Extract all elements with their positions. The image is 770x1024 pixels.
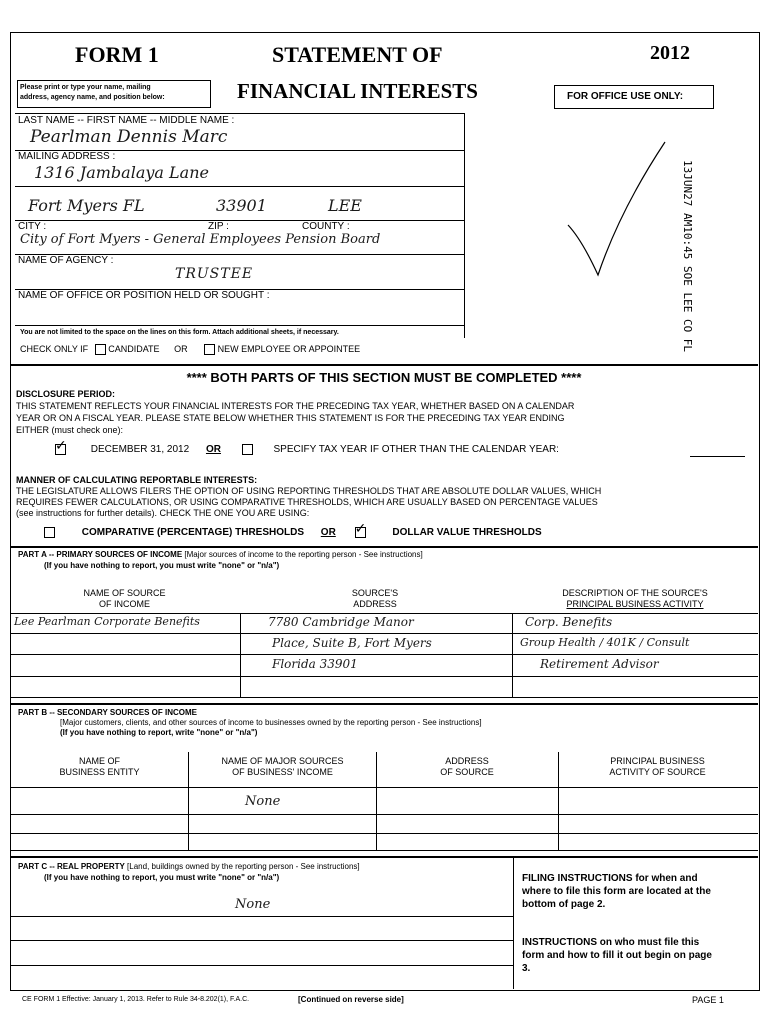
- part-b-col3-line1: ADDRESS: [445, 756, 489, 766]
- manner-text2: REQUIRES FEWER CALCULATIONS, OR USING COMPARATIVE THRESHOLDS, WHICH ARE USUALLY BASED ON PERCENTAGE VALUES: [16, 497, 598, 507]
- disclosure-text1: THIS STATEMENT REFLECTS YOUR FINANCIAL INTERESTS FOR THE PRECEDING TAX YEAR, WHETHER BASED ON A CALENDAR: [16, 401, 575, 411]
- part-b-col-divider-1: [188, 752, 189, 850]
- part-a-row2-activity[interactable]: Retirement Advisor: [540, 657, 659, 671]
- part-b-col1-header: [12, 756, 187, 778]
- year: 2012: [650, 42, 690, 64]
- office-value[interactable]: TRUSTEE: [175, 266, 254, 282]
- disclosure-heading: DISCLOSURE PERIOD:: [16, 389, 116, 399]
- candidate-label: CANDIDATE: [108, 344, 160, 354]
- dollar-checkbox[interactable]: [355, 527, 366, 538]
- footer-continued: [Continued on reverse side]: [298, 995, 404, 1004]
- part-b-col-divider-3: [558, 752, 559, 850]
- section-divider-4: [10, 856, 758, 858]
- dec31-checkbox[interactable]: [55, 444, 66, 455]
- section-divider-3: [10, 703, 758, 705]
- print-note-line2: address, agency name, and position below:: [20, 94, 165, 101]
- or-label: OR: [174, 344, 188, 354]
- name-value[interactable]: Pearlman Dennis Marc: [30, 127, 228, 147]
- part-a-col2-line2: ADDRESS: [353, 599, 397, 609]
- part-a-row-line-0: [10, 613, 758, 614]
- part-a-row0-activity[interactable]: Corp. Benefits: [525, 615, 613, 629]
- county-label: COUNTY :: [302, 221, 350, 232]
- specify-checkbox[interactable]: [242, 444, 253, 455]
- part-b-row-line-3: [10, 850, 758, 851]
- candidate-checkbox[interactable]: [95, 344, 106, 355]
- section-divider-1: [10, 364, 758, 366]
- part-b-col4-header: [560, 756, 755, 778]
- office-label: NAME OF OFFICE OR POSITION HELD OR SOUGHT :: [18, 290, 270, 301]
- part-a-row-line-3: [10, 676, 758, 677]
- manner-text3: (see instructions for further details). CHECK THE ONE YOU ARE USING:: [16, 508, 310, 518]
- part-a-row1-activity[interactable]: Group Health / 401K / Consult: [520, 636, 690, 649]
- city-label: CITY :: [18, 221, 47, 232]
- part-a-col2-header: [240, 588, 510, 610]
- part-c-note: [Land, buildings owned by the reporting person - See instructions]: [124, 862, 360, 871]
- space-note: You are not limited to the space on the lines on this form. Attach additional sheets, if necessary.: [20, 329, 339, 336]
- part-c-row-line-0: [10, 916, 513, 917]
- mailing-label: MAILING ADDRESS :: [18, 151, 116, 162]
- part-b-col4-line1: PRINCIPAL BUSINESS: [610, 756, 705, 766]
- part-c-sub: (If you have nothing to report, you must write "none" or "n/a"): [44, 873, 280, 882]
- disclosure-text2: YEAR OR ON A FISCAL YEAR. PLEASE STATE BELOW WHETHER THIS STATEMENT IS FOR THE PRECEDING TAX YEAR ENDING: [16, 413, 565, 423]
- period-row: [55, 444, 559, 455]
- part-b-col2-header: [190, 756, 375, 778]
- part-c-heading-row: [18, 862, 360, 871]
- form-label: FORM 1: [75, 42, 159, 67]
- agency-value[interactable]: City of Fort Myers - General Employees Pension Board: [20, 232, 381, 247]
- manner-text1: THE LEGISLATURE ALLOWS FILERS THE OPTION OF USING REPORTING THRESHOLDS THAT ARE ABSOLUTE DOLLAR VALUES, WHICH: [16, 486, 602, 496]
- part-b-col1-line1: NAME OF: [78, 756, 120, 766]
- county-value[interactable]: LEE: [328, 196, 362, 215]
- section-divider-2: [10, 546, 758, 548]
- part-a-row1-address[interactable]: Place, Suite B, Fort Myers: [272, 636, 432, 650]
- zip-label: ZIP :: [208, 221, 229, 232]
- part-a-row2-address[interactable]: Florida 33901: [272, 657, 358, 671]
- filer-right-line: [464, 113, 465, 338]
- part-a-col-divider-1: [240, 613, 241, 697]
- part-a-row-line-4: [10, 697, 758, 698]
- part-a-col3-line1: DESCRIPTION OF THE SOURCE'S: [562, 588, 708, 598]
- part-a-row-line-2: [10, 654, 758, 655]
- print-note-line1: Please print or type your name, mailing: [20, 84, 151, 91]
- mailing-value[interactable]: 1316 Jambalaya Lane: [34, 163, 209, 182]
- disclosure-text3: EITHER (must check one):: [16, 425, 124, 435]
- part-a-sub: (If you have nothing to report, you must write "none" or "n/a"): [44, 561, 280, 570]
- part-a-col3-header: [515, 588, 755, 610]
- filer-top-line: [15, 113, 465, 114]
- part-c-none[interactable]: None: [235, 897, 271, 912]
- who-must-file-instructions: INSTRUCTIONS on who must file this form and how to fill it out begin on page 3.: [522, 937, 712, 974]
- space-line: [15, 325, 465, 326]
- part-a-col1-header: [12, 588, 237, 610]
- new-employee-checkbox[interactable]: [204, 344, 215, 355]
- title-line1: STATEMENT OF: [272, 42, 443, 67]
- part-a-note: [Major sources of income to the reporting person - See instructions]: [182, 550, 423, 559]
- part-a-col-divider-2: [512, 613, 513, 697]
- part-a-row0-name[interactable]: Lee Pearlman Corporate Benefits: [14, 615, 200, 628]
- city-line: [15, 220, 465, 221]
- part-b-note1: [Major customers, clients, and other sources of income to businesses owned by the reporting person - See instructions]: [60, 718, 482, 727]
- comparative-checkbox[interactable]: [44, 527, 55, 538]
- dec31-label: DECEMBER 31, 2012: [90, 444, 190, 456]
- part-c-heading: PART C -- REAL PROPERTY: [18, 862, 125, 871]
- part-b-col3-header: [378, 756, 556, 778]
- part-b-col4-line2: ACTIVITY OF SOURCE: [609, 767, 706, 777]
- part-b-col3-line2: OF SOURCE: [440, 767, 494, 777]
- part-a-row0-address[interactable]: 7780 Cambridge Manor: [268, 615, 414, 629]
- part-a-row-line-1: [10, 633, 758, 634]
- office-use-label: FOR OFFICE USE ONLY:: [567, 91, 684, 102]
- part-b-row-line-2: [10, 833, 758, 834]
- or-underlined: OR: [205, 444, 221, 456]
- specify-label: SPECIFY TAX YEAR IF OTHER THAN THE CALENDAR YEAR:: [273, 444, 559, 456]
- part-b-col2-line2: OF BUSINESS' INCOME: [232, 767, 333, 777]
- title-line2: FINANCIAL INTERESTS: [237, 79, 478, 103]
- mailing-line: [15, 186, 465, 187]
- check-only-row: [20, 344, 360, 355]
- part-b-col-divider-2: [376, 752, 377, 850]
- new-employee-label: NEW EMPLOYEE OR APPOINTEE: [217, 344, 361, 354]
- or-underlined-2: OR: [320, 527, 336, 539]
- part-b-note2: (If you have nothing to report, write "none" or "n/a"): [60, 728, 258, 737]
- zip-value[interactable]: 33901: [216, 196, 267, 215]
- part-b-row-line-0: [10, 787, 758, 788]
- stamp-text: 13JUN27 AM10:45 SOE LEE CO FL: [681, 160, 694, 353]
- both-parts-banner: **** BOTH PARTS OF THIS SECTION MUST BE COMPLETED ****: [186, 370, 582, 385]
- name-label: LAST NAME -- FIRST NAME -- MIDDLE NAME :: [18, 115, 235, 126]
- part-a-col1-line2: OF INCOME: [99, 599, 150, 609]
- part-b-col2-line1: NAME OF MAJOR SOURCES: [221, 756, 344, 766]
- part-a-col2-line1: SOURCE'S: [351, 588, 399, 598]
- threshold-row: [44, 527, 542, 538]
- check-only-label: CHECK ONLY IF: [20, 344, 89, 354]
- comparative-label: COMPARATIVE (PERCENTAGE) THRESHOLDS: [81, 527, 305, 539]
- part-b-none[interactable]: None: [245, 794, 281, 809]
- part-a-col1-line1: NAME OF SOURCE: [83, 588, 166, 598]
- manner-heading: MANNER OF CALCULATING REPORTABLE INTERESTS:: [16, 475, 258, 485]
- city-value[interactable]: Fort Myers FL: [28, 196, 145, 215]
- part-a-heading-row: [18, 550, 423, 559]
- part-b-row-line-1: [10, 814, 758, 815]
- part-c-row-line-2: [10, 965, 513, 966]
- agency-label: NAME OF AGENCY :: [18, 255, 114, 266]
- specify-blank: [690, 456, 745, 457]
- footer-left: CE FORM 1 Effective: January 1, 2013. Refer to Rule 34-8.202(1), F.A.C.: [22, 996, 250, 1003]
- office-stamp: [680, 160, 694, 353]
- filing-instructions: FILING INSTRUCTIONS for when and where to file this form are located at the bottom of page 2.: [522, 873, 711, 910]
- part-c-instr-divider: [513, 858, 514, 989]
- dollar-label: DOLLAR VALUE THRESHOLDS: [392, 527, 542, 539]
- footer-page: PAGE 1: [692, 995, 724, 1005]
- part-b-col1-line2: BUSINESS ENTITY: [59, 767, 140, 777]
- checkmark-icon: [560, 130, 670, 280]
- part-b-heading: PART B -- SECONDARY SOURCES OF INCOME: [18, 708, 197, 717]
- part-a-col3-line2: PRINCIPAL BUSINESS ACTIVITY: [566, 599, 704, 609]
- part-a-heading: PART A -- PRIMARY SOURCES OF INCOME: [18, 550, 183, 559]
- part-c-row-line-1: [10, 940, 513, 941]
